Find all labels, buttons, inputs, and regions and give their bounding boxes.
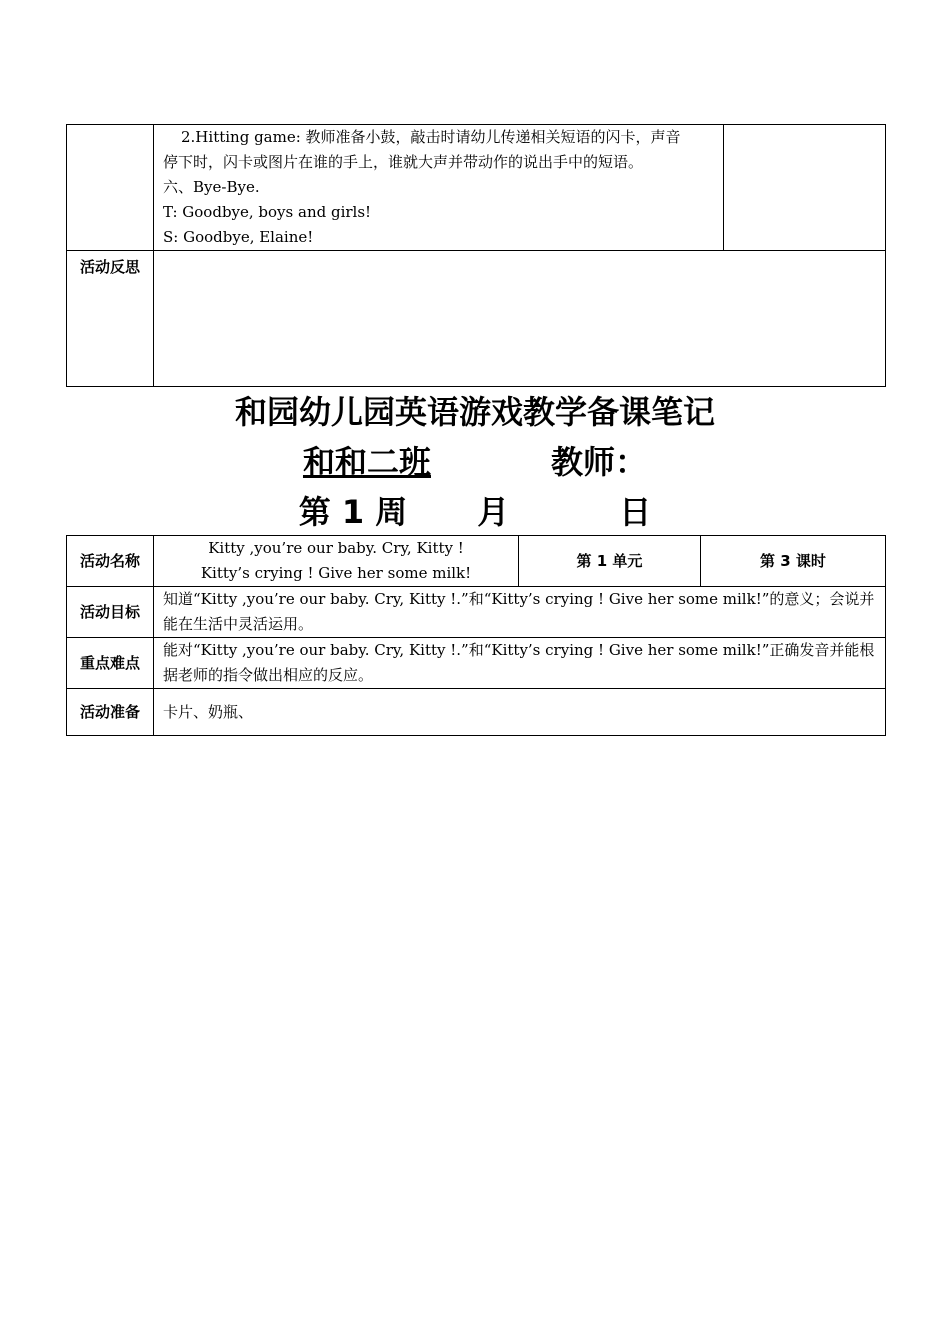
key-line-2: 据老师的指令做出相应的反应。: [163, 666, 374, 684]
bye-bye-step: 六、Bye-Bye.: [163, 178, 260, 196]
unit-number: 第 1 单元: [519, 536, 701, 587]
activity-name-value: [154, 536, 519, 587]
reflection-label: 活动反思: [67, 251, 154, 387]
teacher-label: 教师：: [551, 443, 648, 481]
page-title: 和园幼儿园英语游戏教学备课笔记: [234, 393, 715, 431]
activity-goal-value: [154, 587, 886, 638]
goal-line-1: 知道“Kitty ,you’re our baby. Cry, Kitty !.”和“Kitty’s crying ! Give her some milk!”的意义；会说并: [163, 590, 875, 608]
preparation-value: 卡片、奶瓶、: [154, 689, 886, 736]
activity-name-label: 活动名称: [67, 536, 154, 587]
key-points-value: [154, 638, 886, 689]
period-number: 第 3 课时: [701, 536, 886, 587]
activity-name-line-1: Kitty ,you’re our baby. Cry, Kitty !: [208, 539, 464, 557]
teacher-goodbye-line: T: Goodbye, boys and girls!: [163, 203, 372, 221]
preparation-label: 活动准备: [67, 689, 154, 736]
month-label: 月: [477, 493, 510, 531]
hitting-game-line: 2.Hitting game: 教师准备小鼓，敲击时请幼儿传递相关短语的闪卡，声音: [181, 128, 681, 146]
activity-continuation-table: [66, 124, 886, 387]
reflection-content: [154, 251, 886, 387]
day-label: 日: [619, 493, 652, 531]
hitting-game-line-2: 停下时，闪卡或图片在谁的手上，谁就大声并带动作的说出手中的短语。: [163, 153, 644, 171]
key-points-label: 重点难点: [67, 638, 154, 689]
week-label: 第 1 周: [298, 493, 408, 531]
date-line: [0, 492, 950, 532]
activity-goal-label: 活动目标: [67, 587, 154, 638]
class-name: 和和二班: [302, 443, 431, 481]
activity-name-line-2: Kitty’s crying ! Give her some milk!: [200, 564, 472, 582]
student-goodbye-line: S: Goodbye, Elaine!: [163, 228, 314, 246]
empty-label-cell: [67, 125, 154, 251]
lesson-plan-table: [66, 535, 886, 736]
notes-cell: [724, 125, 886, 251]
key-line-1: 能对“Kitty ,you’re our baby. Cry, Kitty !.”和“Kitty’s crying ! Give her some milk!”正确发音并能根: [163, 641, 875, 659]
class-teacher-line: [0, 442, 950, 482]
goal-line-2: 能在生活中灵活运用。: [163, 615, 314, 633]
activity-process-cell: [154, 125, 724, 251]
